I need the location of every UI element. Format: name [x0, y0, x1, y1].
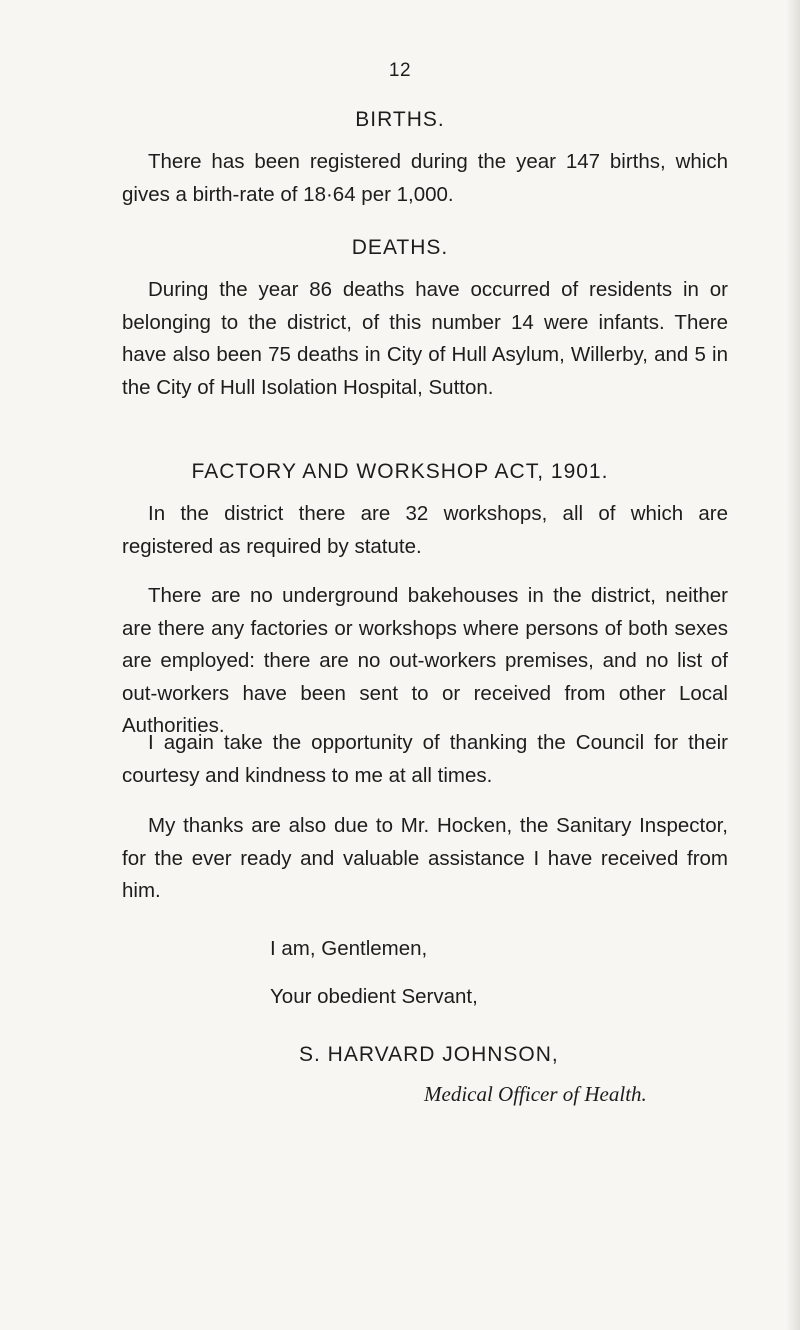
closing-salutation: I am, Gentlemen, — [270, 937, 428, 960]
closing-valediction: Your obedient Servant, — [270, 985, 478, 1008]
thanks-council-paragraph: I again take the opportunity of thanking the Council for their courtesy and kindness to me at all times. — [122, 731, 728, 787]
page-number: 12 — [388, 60, 412, 81]
bakehouses-paragraph: There are no underground bakehouses in the district, neither are there any factories or workshops where persons of both sexes are employed: there are no out-workers premises, and no list of out-workers have been sent to or received from other Local Authorities. — [122, 584, 728, 737]
deaths-paragraph: During the year 86 deaths have occurred of residents in or belonging to the district, of this number 14 were infants. There have also been 75 deaths in City of Hull Asylum, Willerby, and 5 in the City of Hull Isolation Hospital, Sutton. — [122, 278, 728, 399]
page-edge-shadow — [786, 0, 800, 1330]
workshops-paragraph: In the district there are 32 workshops, all of which are registered as required by statute. — [122, 502, 728, 558]
factory-act-heading: FACTORY AND WORKSHOP ACT, 1901. — [191, 460, 609, 483]
births-paragraph: There has been registered during the year 147 births, which gives a birth-rate of 18·64 per 1,000. — [122, 150, 728, 206]
births-heading: BIRTHS. — [355, 108, 445, 131]
thanks-inspector-paragraph: My thanks are also due to Mr. Hocken, the Sanitary Inspector, for the ever ready and valuable assistance I have received from him. — [122, 814, 728, 902]
signatory-name: S. HARVARD JOHNSON, — [299, 1043, 559, 1066]
signatory-title: Medical Officer of Health. — [424, 1082, 647, 1106]
deaths-heading: DEATHS. — [351, 236, 449, 259]
